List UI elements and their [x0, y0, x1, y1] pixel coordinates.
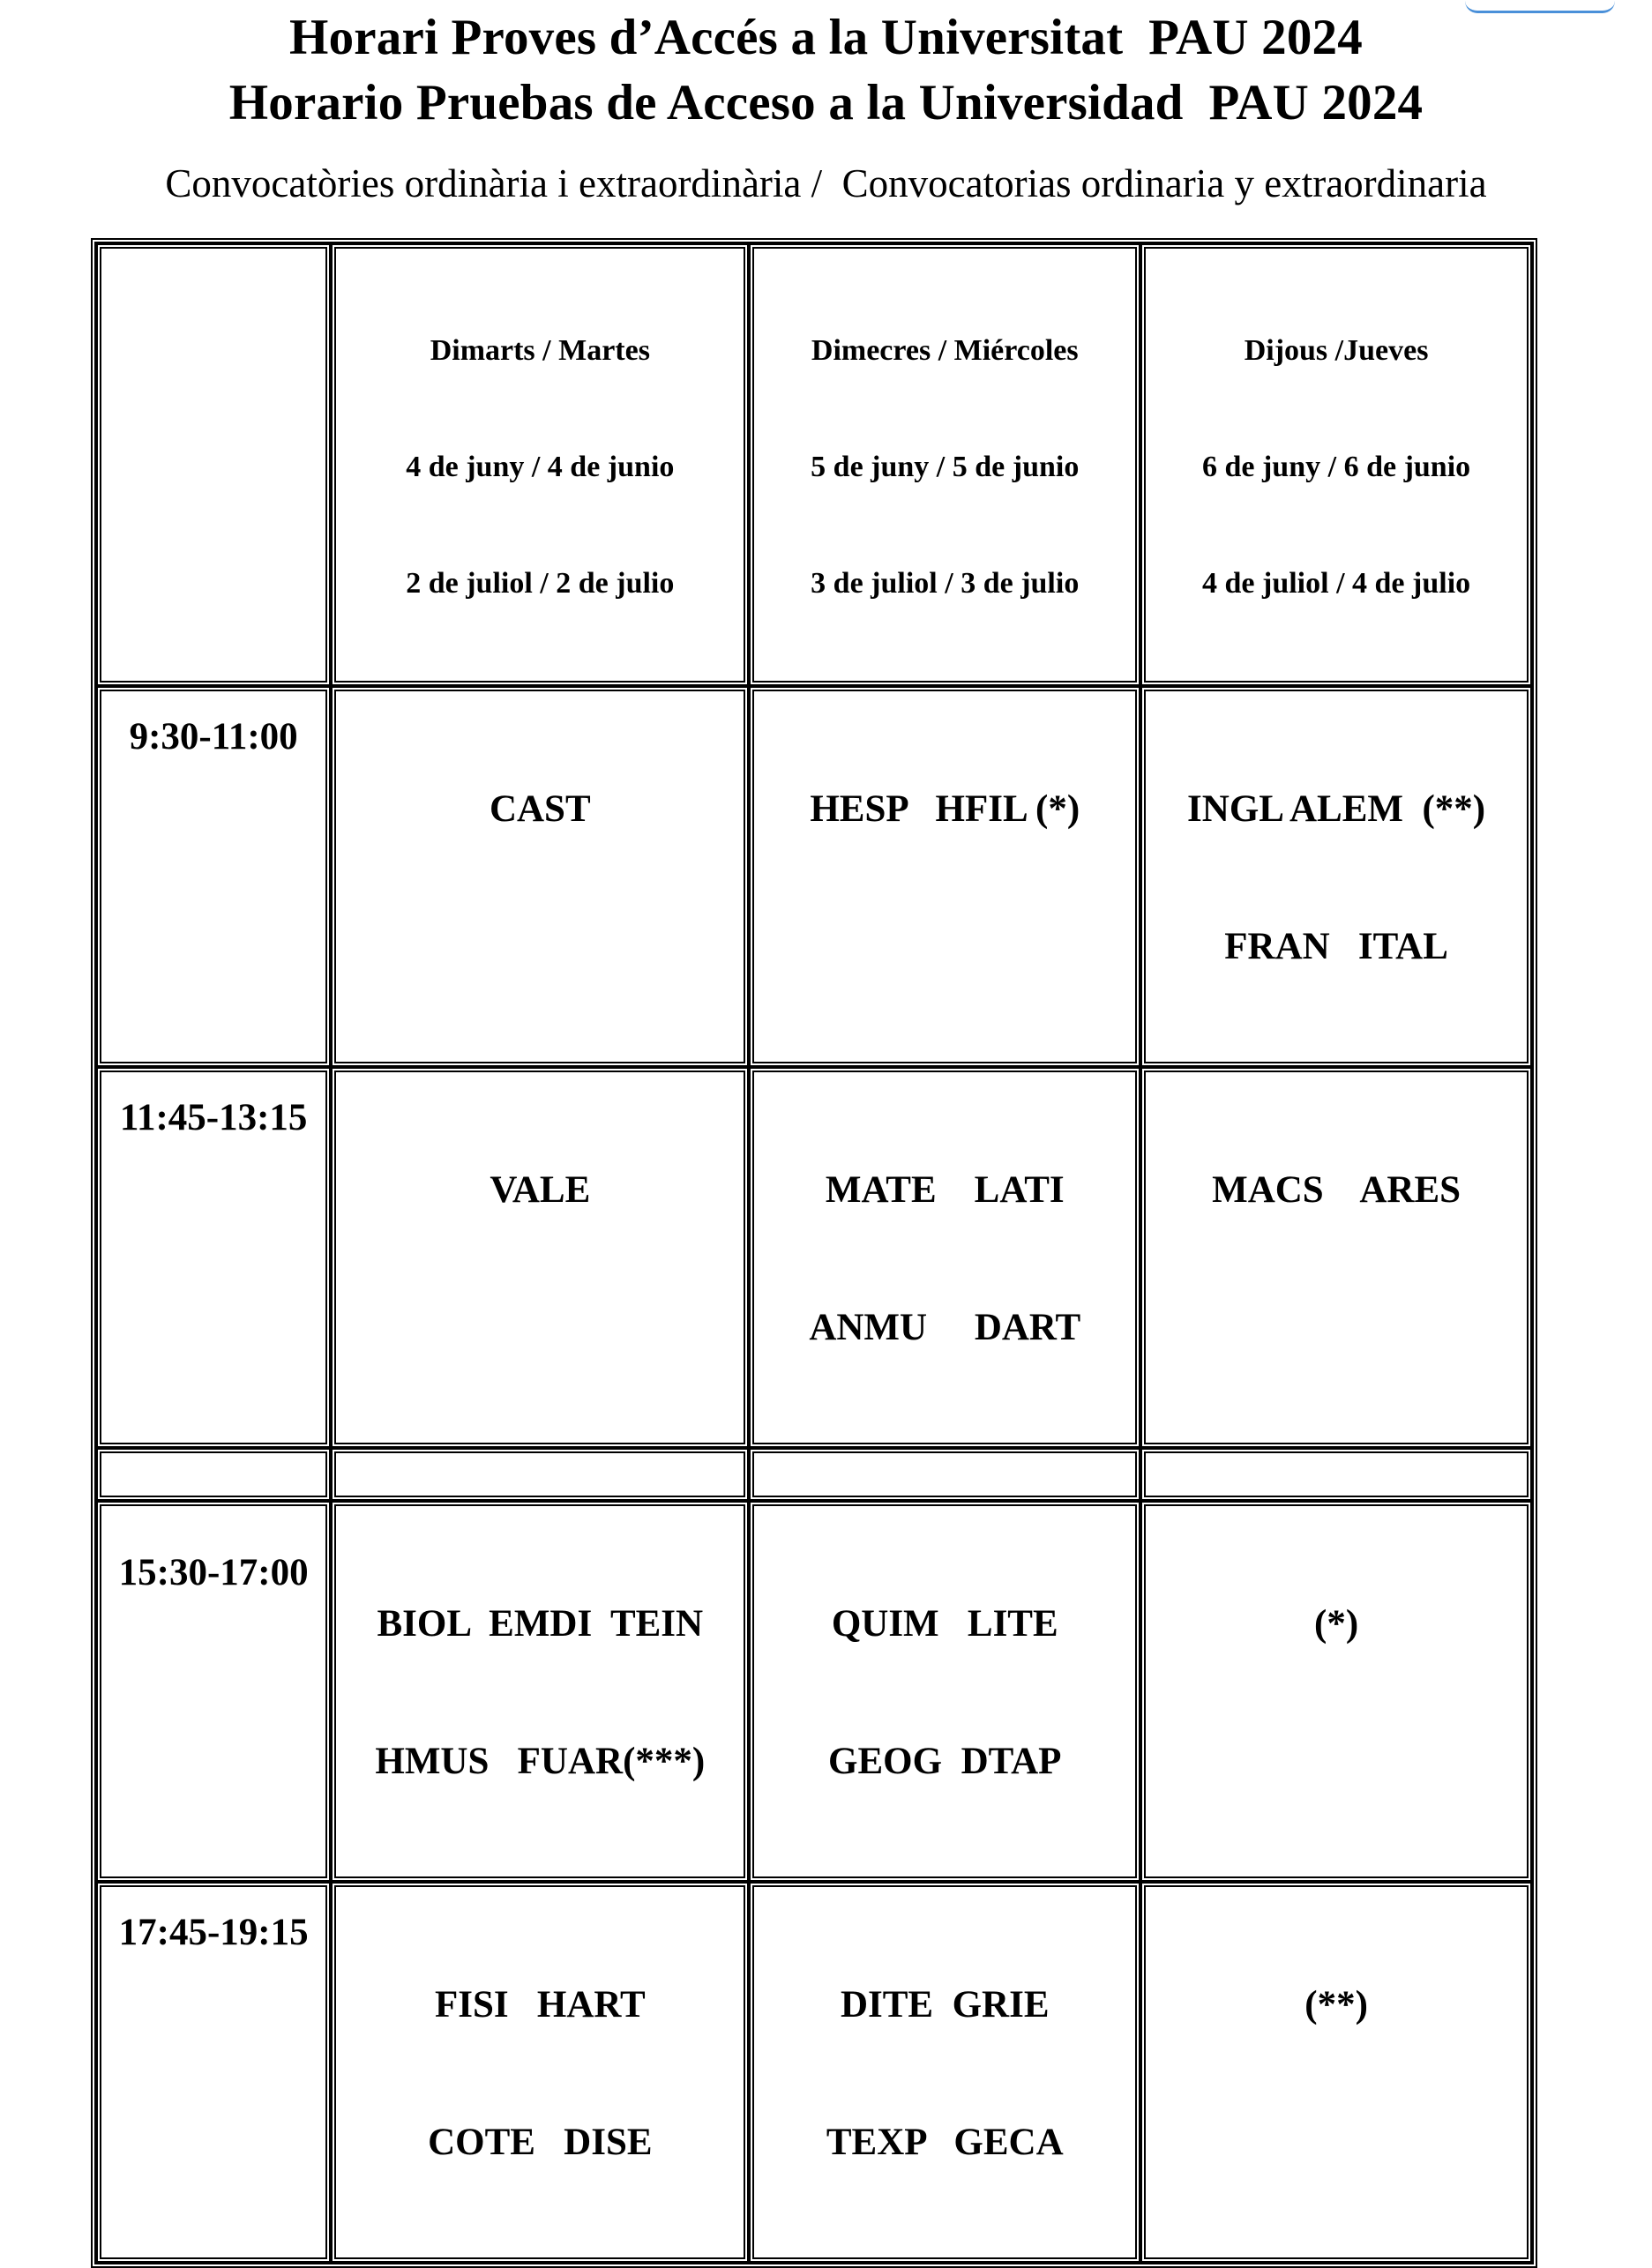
exam-line: ANMU DART	[809, 1307, 1081, 1348]
empty-cell	[331, 1448, 749, 1501]
slot-row	[96, 686, 1532, 1067]
exam-line: (*)	[1314, 1603, 1359, 1645]
day-date-july: 4 de juliol / 4 de julio	[1202, 567, 1471, 600]
empty-cell	[1140, 1448, 1532, 1501]
exam-line: HESP HFIL (*)	[810, 788, 1080, 830]
exam-line: MACS ARES	[1212, 1169, 1461, 1211]
exam-line: FISI HART	[435, 1984, 646, 2026]
title-spanish: Horario Pruebas de Acceso a la Universidad PAU 2024	[228, 75, 1424, 131]
subtitle: Convocatòries ordinària i extraordinària / Convocatorias ordinaria y extraordinaria	[165, 161, 1487, 205]
exam-cell	[1140, 1882, 1532, 2263]
exam-line: INGL ALEM (**)	[1187, 788, 1486, 830]
day-date-june: 4 de juny / 4 de junio	[406, 451, 675, 483]
exam-line: TEXP GECA	[826, 2122, 1064, 2163]
exam-cell	[331, 1501, 749, 1882]
day-header-tuesday	[331, 243, 749, 686]
exam-line: COTE DISE	[428, 2122, 653, 2163]
exam-cell	[1140, 686, 1532, 1067]
time-cell: 9:30-11:00	[96, 686, 331, 1067]
exam-line: DITE GRIE	[840, 1984, 1050, 2026]
title-block	[0, 5, 1652, 136]
exam-line: GEOG DTAP	[828, 1741, 1062, 1782]
exam-line: FRAN ITAL	[1224, 926, 1448, 967]
exam-cell	[749, 1067, 1140, 1448]
day-header-wednesday	[749, 243, 1140, 686]
day-date-july: 2 de juliol / 2 de julio	[406, 567, 675, 600]
day-name: Dimecres / Miércoles	[811, 334, 1079, 367]
exam-cell	[331, 686, 749, 1067]
time-cell: 15:30-17:00	[96, 1501, 331, 1882]
header-row	[96, 243, 1532, 686]
exam-line: QUIM LITE	[831, 1603, 1058, 1645]
title-catalan: Horari Proves d’Accés a la Universitat PAU 2024	[289, 10, 1363, 65]
exam-line: HMUS FUAR(***)	[375, 1741, 706, 1782]
empty-cell	[96, 1448, 331, 1501]
slot-row	[96, 1067, 1532, 1448]
time-cell: 17:45-19:15	[96, 1882, 331, 2263]
empty-cell	[749, 1448, 1140, 1501]
day-name: Dijous /Jueves	[1244, 334, 1429, 367]
exam-schedule-table	[91, 238, 1537, 2268]
day-header-thursday	[1140, 243, 1532, 686]
corner-cell	[96, 243, 331, 686]
day-date-june: 5 de juny / 5 de junio	[811, 451, 1080, 483]
time-cell: 11:45-13:15	[96, 1067, 331, 1448]
slot-row	[96, 1501, 1532, 1882]
exam-cell	[1140, 1501, 1532, 1882]
exam-cell	[749, 1882, 1140, 2263]
exam-cell	[331, 1067, 749, 1448]
slot-row	[96, 1882, 1532, 2263]
day-date-july: 3 de juliol / 3 de julio	[811, 567, 1080, 600]
exam-line: (**)	[1304, 1984, 1368, 2026]
day-name: Dimarts / Martes	[430, 334, 650, 367]
exam-line: MATE LATI	[825, 1169, 1065, 1211]
exam-line: CAST	[489, 788, 591, 830]
exam-line: VALE	[490, 1169, 591, 1211]
exam-line: BIOL EMDI TEIN	[377, 1603, 704, 1645]
exam-cell	[749, 686, 1140, 1067]
exam-cell	[749, 1501, 1140, 1882]
exam-cell	[331, 1882, 749, 2263]
lunch-break-row	[96, 1448, 1532, 1501]
day-date-june: 6 de juny / 6 de junio	[1201, 451, 1471, 483]
exam-cell	[1140, 1067, 1532, 1448]
